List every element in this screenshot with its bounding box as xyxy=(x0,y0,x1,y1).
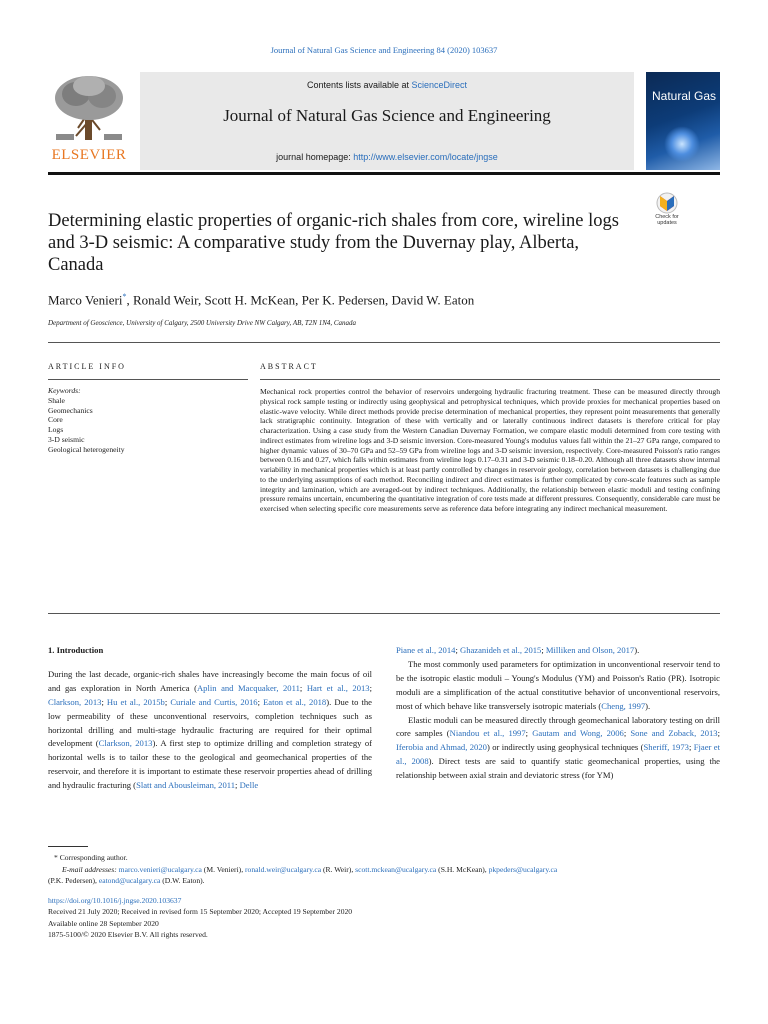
intro-heading: 1. Introduction xyxy=(48,645,104,655)
citation-link[interactable]: Milliken and Olson, 2017 xyxy=(545,645,635,655)
copyright-line: 1875-5100/© 2020 Elsevier B.V. All rights reserved. xyxy=(48,930,208,939)
keyword-item: Geological heterogeneity xyxy=(48,444,125,454)
homepage-link[interactable]: http://www.elsevier.com/locate/jngse xyxy=(353,152,498,162)
citation-link[interactable]: Cheng, 1997 xyxy=(601,700,646,711)
journal-cover-image[interactable] xyxy=(646,72,720,170)
citation-link[interactable]: Iferobia and Ahmad, 2020 xyxy=(396,742,487,753)
citation-link[interactable]: Slatt and Abousleiman, 2011 xyxy=(136,780,236,791)
publisher-name: ELSEVIER xyxy=(51,147,127,163)
section-rule-bottom xyxy=(48,613,720,614)
abstract-text: Mechanical rock properties control the behavior of reservoirs undergoing hydraulic fracturing treatment. These can be measured directly through physical rock sample testing or indirectly using geophysical and petrophysical techniques, which provide proxies for mechanical properties based on elastic-wave velocity. While direct methods provide precise determination of mechanical properties, they represent point measurements that generally lack stratigraphic continuity. Integration of these with vertically and or laterally continuous indirect datasets is therefore critical for play characterization. Using a case study from the Western Canadian Duvernay Formation, we compare elastic moduli determined from core testing with indirect estimates from wireline logs and 3-D seismic inversion. Core-measured Young's modulus values fall within the 21–27 GPa range, compared to higher dynamic values of 30–70 GPa and 52–59 GPa from wireline logs and 3-D seismic inversion, respectively. Core-measured Poisson's ratio ranges between 0.16 and 0.27, which falls within estimates from wireline logs 0.17–0.31 and 3-D seismic 0.18–0.20. Although all three datasets show internal variability in mechanical properties which is at least partly controlled by changes in reservoir geology, correlation between datasets is challenging due to the underlying assumptions of each method. Reconciling indirect and direct estimates is further complicated by core-scale features such as sample integrity and lamination, which are averaged-out by indirect techniques. Additionally, the relationship between elastic moduli and testing confining pressure remains uncertain, encumbering the quantitative integration of core tests made at different pressures. Consequently, considerable care must be exercised when selecting specific core measurements serve as reference data before integrating any indirect mechanical measurement. xyxy=(260,387,720,513)
email-link[interactable]: pkpeders@ucalgary.ca xyxy=(488,864,558,874)
citation-link[interactable]: Niandou et al., 1997 xyxy=(449,728,526,739)
intro-paragraph: Piane et al., 2014; Ghazanideh et al., 2015; Milliken and Olson, 2017). xyxy=(396,645,640,655)
crossmark-line2: updates xyxy=(657,220,677,226)
author-name[interactable]: David W. Eaton xyxy=(391,292,475,308)
keyword-item: Core xyxy=(48,415,63,425)
citation-link[interactable]: Ghazanideh et al., 2015 xyxy=(459,645,542,655)
citation-link[interactable]: Eaton et al., 2018 xyxy=(263,696,327,707)
gas-flame-icon xyxy=(664,126,700,162)
contents-line xyxy=(140,80,634,90)
citation-link[interactable]: Curiale and Curtis, 2016 xyxy=(170,696,258,707)
article-title: Determining elastic properties of organic-rich shales from core, wireline logs and 3-D seismic: A comparative study from the Duvernay play, Alberta, Canada xyxy=(48,211,619,275)
elsevier-logo[interactable] xyxy=(48,72,130,170)
email-link[interactable]: ronald.weir@ucalgary.ca xyxy=(245,864,322,874)
journal-banner xyxy=(140,72,634,170)
keyword-item: Geomechanics xyxy=(48,405,93,415)
email-owner: (S.H. McKean), xyxy=(436,864,489,874)
keyword-item: 3-D seismic xyxy=(48,434,85,444)
abstract-heading: ABSTRACT xyxy=(260,362,318,371)
journal-masthead xyxy=(48,72,720,170)
keywords-label: Keywords: xyxy=(48,386,81,395)
sciencedirect-link[interactable]: ScienceDirect xyxy=(411,80,468,90)
abstract-rule xyxy=(260,379,720,380)
citation-link[interactable]: Clarkson, 2013 xyxy=(48,696,102,707)
citation-link[interactable]: Clarkson, 2013 xyxy=(98,738,153,749)
intro-left-column xyxy=(48,644,372,793)
author-name[interactable]: Ronald Weir xyxy=(132,292,198,308)
citation-link[interactable]: Fjaer et al., 2008 xyxy=(396,742,720,767)
author-name[interactable]: Marco Venieri xyxy=(48,292,123,308)
cover-title: Natural Gas xyxy=(652,89,717,103)
email-continuation xyxy=(48,875,720,887)
citation-link[interactable]: Hu et al., 2015b xyxy=(106,696,165,707)
email-link[interactable]: marco.venieri@ucalgary.ca xyxy=(118,864,202,874)
author-list: Marco Venieri*, Ronald Weir, Scott H. McKean, Per K. Pedersen, David W. Eaton xyxy=(48,292,475,308)
email-link[interactable]: scott.mckean@ucalgary.ca xyxy=(355,864,437,874)
email-owner: (R. Weir), xyxy=(321,864,356,874)
footnote-rule xyxy=(48,846,88,847)
email-owner: (M. Venieri), xyxy=(201,864,245,874)
citation-link[interactable]: Sone and Zoback, 2013 xyxy=(630,728,718,739)
author-name[interactable]: Per K. Pedersen xyxy=(301,292,386,308)
citation-link[interactable]: Piane et al., 2014 xyxy=(396,645,456,655)
corresponding-author-marker[interactable]: * xyxy=(122,292,127,301)
intro-paragraph: The most commonly used parameters for optimization in unconventional reservoir tend to be the isotropic elastic moduli – Young's Modulus (YM) and Poisson's Ratio (PR). Isotropic moduli are a simplification of the actual constitutive behavior of unconventional reservoirs, most of which behave like transversely isotropic materials (Cheng, 1997). xyxy=(396,658,720,711)
keywords-block xyxy=(48,386,228,455)
running-head[interactable]: Journal of Natural Gas Science and Engineering 84 (2020) 103637 xyxy=(270,45,498,55)
homepage-prefix: journal homepage: xyxy=(276,152,354,162)
citation-link[interactable]: Delle xyxy=(239,780,259,791)
email-owner: (P.K. Pedersen), xyxy=(48,876,99,885)
received-dates: Received 21 July 2020; Received in revised form 15 September 2020; Accepted 19 September 2020 xyxy=(48,907,353,916)
doi-link[interactable]: https://doi.org/10.1016/j.jngse.2020.103637 xyxy=(48,895,182,905)
crossmark-label xyxy=(646,214,688,226)
email-owner: (D.W. Eaton). xyxy=(160,876,205,885)
email-link[interactable]: eatond@ucalgary.ca xyxy=(98,876,161,885)
crossmark-icon xyxy=(646,192,688,214)
citation-link[interactable]: Sheriff, 1973 xyxy=(643,742,689,753)
section-rule-top xyxy=(48,342,720,343)
available-online: Available online 28 September 2020 xyxy=(48,918,159,928)
email-addresses xyxy=(48,864,720,876)
journal-title[interactable]: Journal of Natural Gas Science and Engineering xyxy=(223,106,551,125)
intro-paragraph: During the last decade, organic-rich shales have increasingly become the main focus of oil and gas exploration in North America (Aplin and Macquaker, 2011; Hart et al., 2013; Clarkson, 2013; Hu et al., 2015b; Curiale and Curtis, 2016; Eaton et al., 2018). Due to the low permeability of these unconventional reservoirs, completion techniques such as horizontal drilling and multi-stage hydraulic fracturing are required for their optimal development (Clarkson, 2013). A first step to optimize drilling and completion strategy of horizontal wells is to tailor these to the geological and geomechanical properties of the reservoir, and therefore it is important to estimate these reservoir properties ahead of drilling and hydraulic fracturing (Slatt and Abousleiman, 2011; Delle xyxy=(48,668,372,791)
homepage-line xyxy=(140,152,634,162)
masthead-rule xyxy=(48,172,720,175)
citation-link[interactable]: Hart et al., 2013 xyxy=(306,682,370,693)
intro-paragraph: Elastic moduli can be measured directly through geomechanical laboratory testing on drill core samples (Niandou et al., 1997; Gautam and Wong, 2006; Sone and Zoback, 2013; Iferobia and Ahmad, 2020) or indirectly using geophysical techniques (Sheriff, 1973; Fjaer et al., 2008). Direct tests are said to quantify static geomechanical properties, using the relationship between axial strain and deviatoric stress (for YM) xyxy=(396,714,720,781)
affiliation: Department of Geoscience, University of Calgary, 2500 University Drive NW Calgary, AB, T2N 1N4, Canada xyxy=(48,319,357,327)
intro-right-column xyxy=(396,644,720,783)
keyword-item: Shale xyxy=(48,395,65,405)
article-info-heading: ARTICLE INFO xyxy=(48,362,126,371)
tree-logo-icon xyxy=(48,72,130,144)
author-name[interactable]: Scott H. McKean xyxy=(204,292,296,308)
corresponding-author-note: * Corresponding author. xyxy=(54,853,128,862)
citation-link[interactable]: Aplin and Macquaker, 2011 xyxy=(196,682,300,693)
keyword-item: Logs xyxy=(48,425,64,435)
email-label: E-mail addresses: xyxy=(62,864,119,874)
article-info-rule xyxy=(48,379,248,380)
footnotes xyxy=(48,852,720,941)
check-for-updates-badge[interactable] xyxy=(646,192,688,236)
citation-link[interactable]: Gautam and Wong, 2006 xyxy=(532,728,624,739)
contents-prefix: Contents lists available at xyxy=(306,80,412,90)
crossmark-line1: Check for xyxy=(655,214,679,220)
